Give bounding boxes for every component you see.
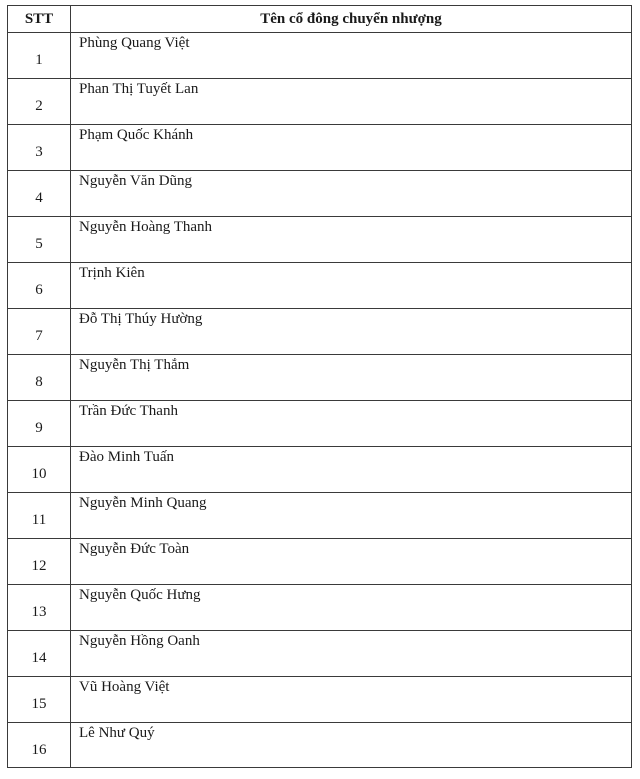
shareholder-table [7,5,632,768]
table-body [8,33,632,768]
shareholder-name: Đỗ Thị Thúy Hường [71,309,632,355]
row-number: 8 [8,355,71,401]
row-number: 9 [8,401,71,447]
row-number: 13 [8,585,71,631]
table-header [8,6,632,33]
header-shareholder-name: Tên cổ đông chuyển nhượng [71,6,632,33]
table-row [8,585,632,631]
table-row [8,631,632,677]
shareholder-name: Lê Như Quý [71,723,632,768]
row-number: 10 [8,447,71,493]
row-number: 6 [8,263,71,309]
row-number: 11 [8,493,71,539]
table-row [8,355,632,401]
row-number: 14 [8,631,71,677]
shareholder-name: Trịnh Kiên [71,263,632,309]
shareholder-name: Phùng Quang Việt [71,33,632,79]
row-number: 4 [8,171,71,217]
header-stt: STT [8,6,71,33]
row-number: 7 [8,309,71,355]
row-number: 12 [8,539,71,585]
row-number: 1 [8,33,71,79]
table-row [8,79,632,125]
shareholder-name: Đào Minh Tuấn [71,447,632,493]
table-row [8,493,632,539]
shareholder-name: Phạm Quốc Khánh [71,125,632,171]
shareholder-name: Nguyễn Minh Quang [71,493,632,539]
table-row [8,447,632,493]
row-number: 3 [8,125,71,171]
table-row [8,723,632,768]
header-row [8,6,632,33]
shareholder-name: Trần Đức Thanh [71,401,632,447]
shareholder-name: Nguyễn Đức Toàn [71,539,632,585]
table-row [8,217,632,263]
row-number: 16 [8,723,71,768]
table-row [8,125,632,171]
table-row [8,309,632,355]
table-row [8,33,632,79]
row-number: 5 [8,217,71,263]
shareholder-name: Nguyễn Hồng Oanh [71,631,632,677]
shareholder-name: Nguyễn Thị Thắm [71,355,632,401]
shareholder-name: Nguyễn Văn Dũng [71,171,632,217]
row-number: 15 [8,677,71,723]
row-number: 2 [8,79,71,125]
table-row [8,171,632,217]
table-row [8,263,632,309]
table-row [8,677,632,723]
table-row [8,401,632,447]
shareholder-name: Nguyễn Quốc Hưng [71,585,632,631]
table-row [8,539,632,585]
shareholder-name: Vũ Hoàng Việt [71,677,632,723]
shareholder-name: Nguyễn Hoàng Thanh [71,217,632,263]
shareholder-name: Phan Thị Tuyết Lan [71,79,632,125]
